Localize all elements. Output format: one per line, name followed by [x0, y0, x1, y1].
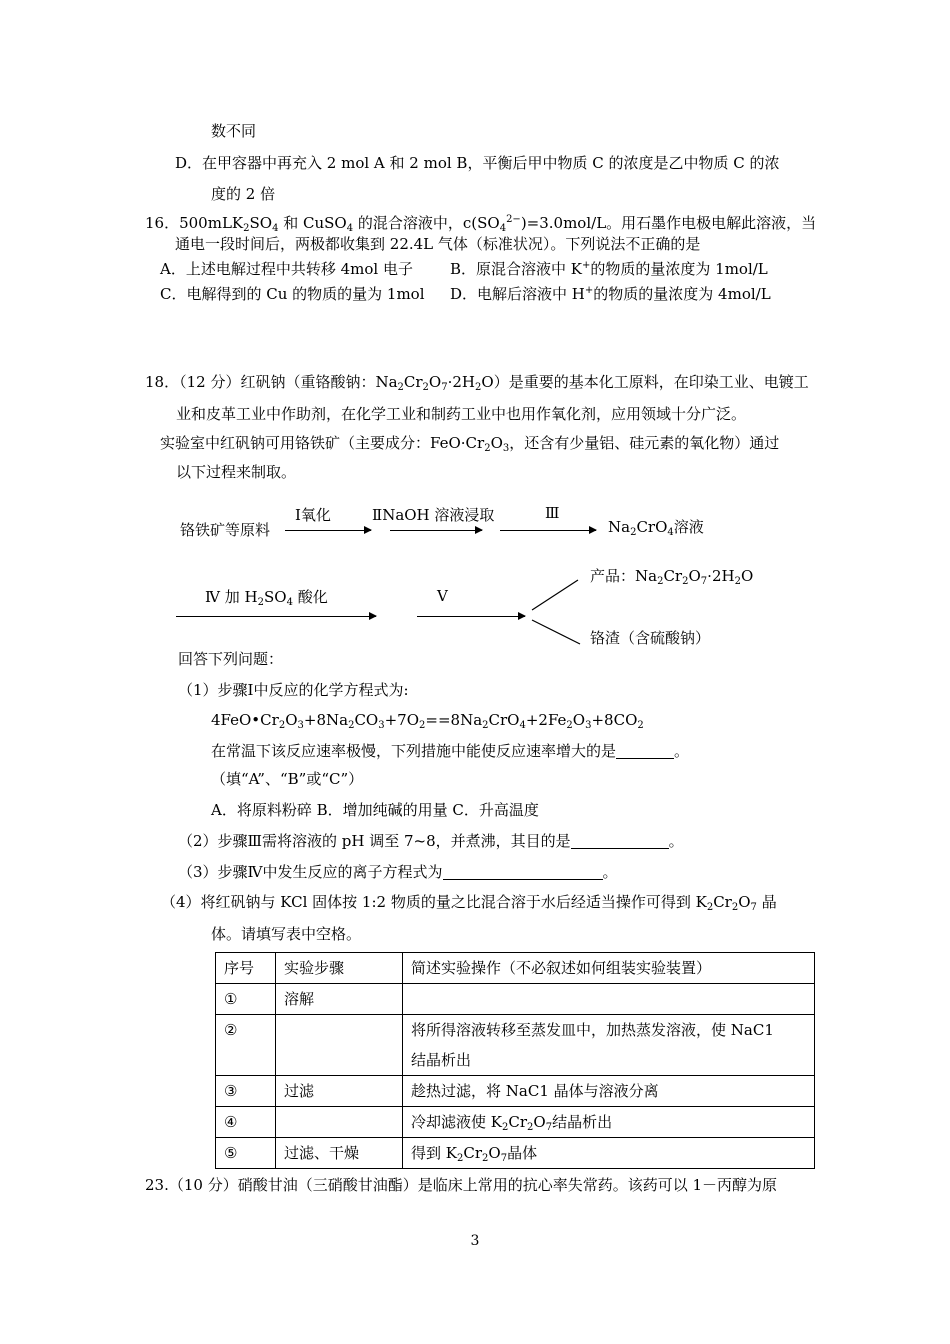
row-no: ③	[216, 1076, 276, 1107]
header-no: 序号	[216, 953, 276, 984]
q18-sub4-line2: 体。请填写表中空格。	[211, 925, 362, 943]
flow-step1-label: Ⅰ氧化	[295, 506, 331, 524]
row-operation: 趁热过滤，将 NaC1 晶体与溶液分离	[403, 1076, 815, 1107]
page-number: 3	[470, 1233, 480, 1249]
q15-option-c-tail: 数不同	[211, 122, 257, 140]
q15-option-d-line1: D．在甲容器中再充入 2 mol A 和 2 mol B，平衡后甲中物质 C 的浓度是乙中物质 C 的浓	[175, 154, 780, 172]
row-no: ②	[216, 1015, 276, 1076]
row-operation: 得到 $K_2Cr_2O_7$晶体	[403, 1138, 815, 1169]
row-no: ①	[216, 984, 276, 1015]
q16-stem-line2: 通电一段时间后，两极都收集到 22.4L 气体（标准状况）。下列说法不正确的是	[175, 235, 701, 253]
q18-sub3-question: （3）步骤Ⅳ中发生反应的离子方程式为 。	[178, 863, 618, 881]
q16-option-a: A．上述电解过程中共转移 4mol 电子	[160, 260, 413, 278]
flow-residue-label: 铬渣（含硫酸钠）	[590, 629, 711, 647]
q18-sub1-title: （1）步骤Ⅰ中反应的化学方程式为:	[178, 681, 409, 699]
flow-arrow-5	[417, 616, 525, 617]
row-no: ⑤	[216, 1138, 276, 1169]
flow-step2-label: ⅡNaOH 溶液浸取	[372, 506, 495, 524]
row-step: 过滤	[276, 1076, 403, 1107]
q16-option-b: B．原混合溶液中 K+的物质的量浓度为 1mol/L	[450, 260, 768, 278]
header-step: 实验步骤	[276, 953, 403, 984]
flow-arrow-4	[176, 616, 376, 617]
q18-sub1-hint: （填“A”、“B”或“C”）	[211, 770, 364, 788]
q23-stem-line1: 23.（10 分）硝酸甘油（三硝酸甘油酯）是临床上常用的抗心率失常药。该药可以 1－丙醇为原	[145, 1176, 778, 1194]
header-operation: 简述实验操作（不必叙述如何组装实验装置）	[403, 953, 815, 984]
q18-stem-line1: 18．（12 分）红矾钠（重铬酸钠：$Na_2Cr_2O_7\cdot 2H_2O$）是重要的基本化工原料，在印染工业、电镀工	[145, 373, 809, 393]
flow-arrow-1	[285, 530, 371, 531]
flow-start-material: 铬铁矿等原料	[180, 521, 271, 539]
q16-option-c: C．电解得到的 Cu 的物质的量为 1mol	[160, 285, 425, 303]
q16-stem-line1: 16．$500mLK_2SO_4$ 和 CuSO$_4$ 的混合溶液中，$c(SO_4^{2-})=3.0mol/L$。用石墨作电极电解此溶液，当	[145, 214, 817, 234]
answer-blank-2[interactable]	[571, 832, 669, 849]
row-operation: 将所得溶液转移至蒸发皿中，加热蒸发溶液，使 NaC1 结晶析出	[403, 1015, 815, 1076]
q18-sub1-question: 在常温下该反应速率极慢，下列措施中能使反应速率增大的是 。	[211, 742, 690, 760]
row-step: 过滤、干燥	[276, 1138, 403, 1169]
table-row	[216, 1107, 815, 1138]
row-no: ④	[216, 1107, 276, 1138]
flow-branch-lines	[528, 578, 588, 650]
q16-option-d: D．电解后溶液中 H+的物质的量浓度为 4mol/L	[450, 285, 771, 303]
q18-stem-line4: 以下过程来制取。	[176, 463, 297, 481]
table-row	[216, 1076, 815, 1107]
flow-step3-label: Ⅲ	[545, 504, 560, 522]
row-operation-blank[interactable]	[403, 984, 815, 1015]
q18-sub4-line1: （4）将红矾钠与 KCl 固体按 1:2 物质的量之比混合溶于水后经适当操作可得到 $K_2Cr_2O_7$ 晶	[161, 893, 777, 913]
flow-product-label: 产品：$Na_2Cr_2O_7\cdot 2H_2O$	[590, 567, 754, 587]
q18-sub1-options: A．将原料粉碎 B．增加纯碱的用量 C．升高温度	[211, 801, 539, 819]
row-step-blank[interactable]	[276, 1015, 403, 1076]
q18-answer-intro: 回答下列问题：	[178, 650, 284, 668]
flow-step4-label: Ⅳ 加 $H_2SO_4$ 酸化	[205, 588, 328, 608]
q18-sub2-question: （2）步骤Ⅲ需将溶液的 pH 调至 7~8，并煮沸，其目的是 。	[178, 832, 684, 850]
row-step: 溶解	[276, 984, 403, 1015]
answer-blank-1[interactable]	[616, 742, 674, 759]
table-row	[216, 1138, 815, 1169]
answer-blank-3[interactable]	[443, 863, 603, 880]
flow-result-na2cro4: $Na_2CrO_4$溶液	[608, 518, 704, 538]
row-operation: 冷却滤液使 $K_2Cr_2O_7$结晶析出	[403, 1107, 815, 1138]
flow-arrow-3	[500, 530, 596, 531]
table-row	[216, 984, 815, 1015]
row-step-blank[interactable]	[276, 1107, 403, 1138]
flow-arrow-2	[390, 530, 482, 531]
table-header-row	[216, 953, 815, 984]
q18-stem-line2: 业和皮革工业中作助剂，在化学工业和制药工业中也用作氧化剂，应用领域十分广泛。	[176, 405, 747, 423]
table-row	[216, 1015, 815, 1076]
experiment-steps-table	[215, 952, 815, 1169]
q18-sub1-equation: $4FeO•Cr_2O_3+8Na_2CO_3+7O_2==8Na_2CrO_4+2Fe_2O_3+8CO_2$	[211, 711, 644, 731]
flow-step5-label: Ⅴ	[437, 587, 448, 605]
q18-stem-line3: 实验室中红矾钠可用铬铁矿（主要成分：$FeO\cdot Cr_2O_3$，还含有少量铝、硅元素的氧化物）通过	[160, 434, 780, 454]
q15-option-d-line2: 度的 2 倍	[211, 185, 276, 203]
